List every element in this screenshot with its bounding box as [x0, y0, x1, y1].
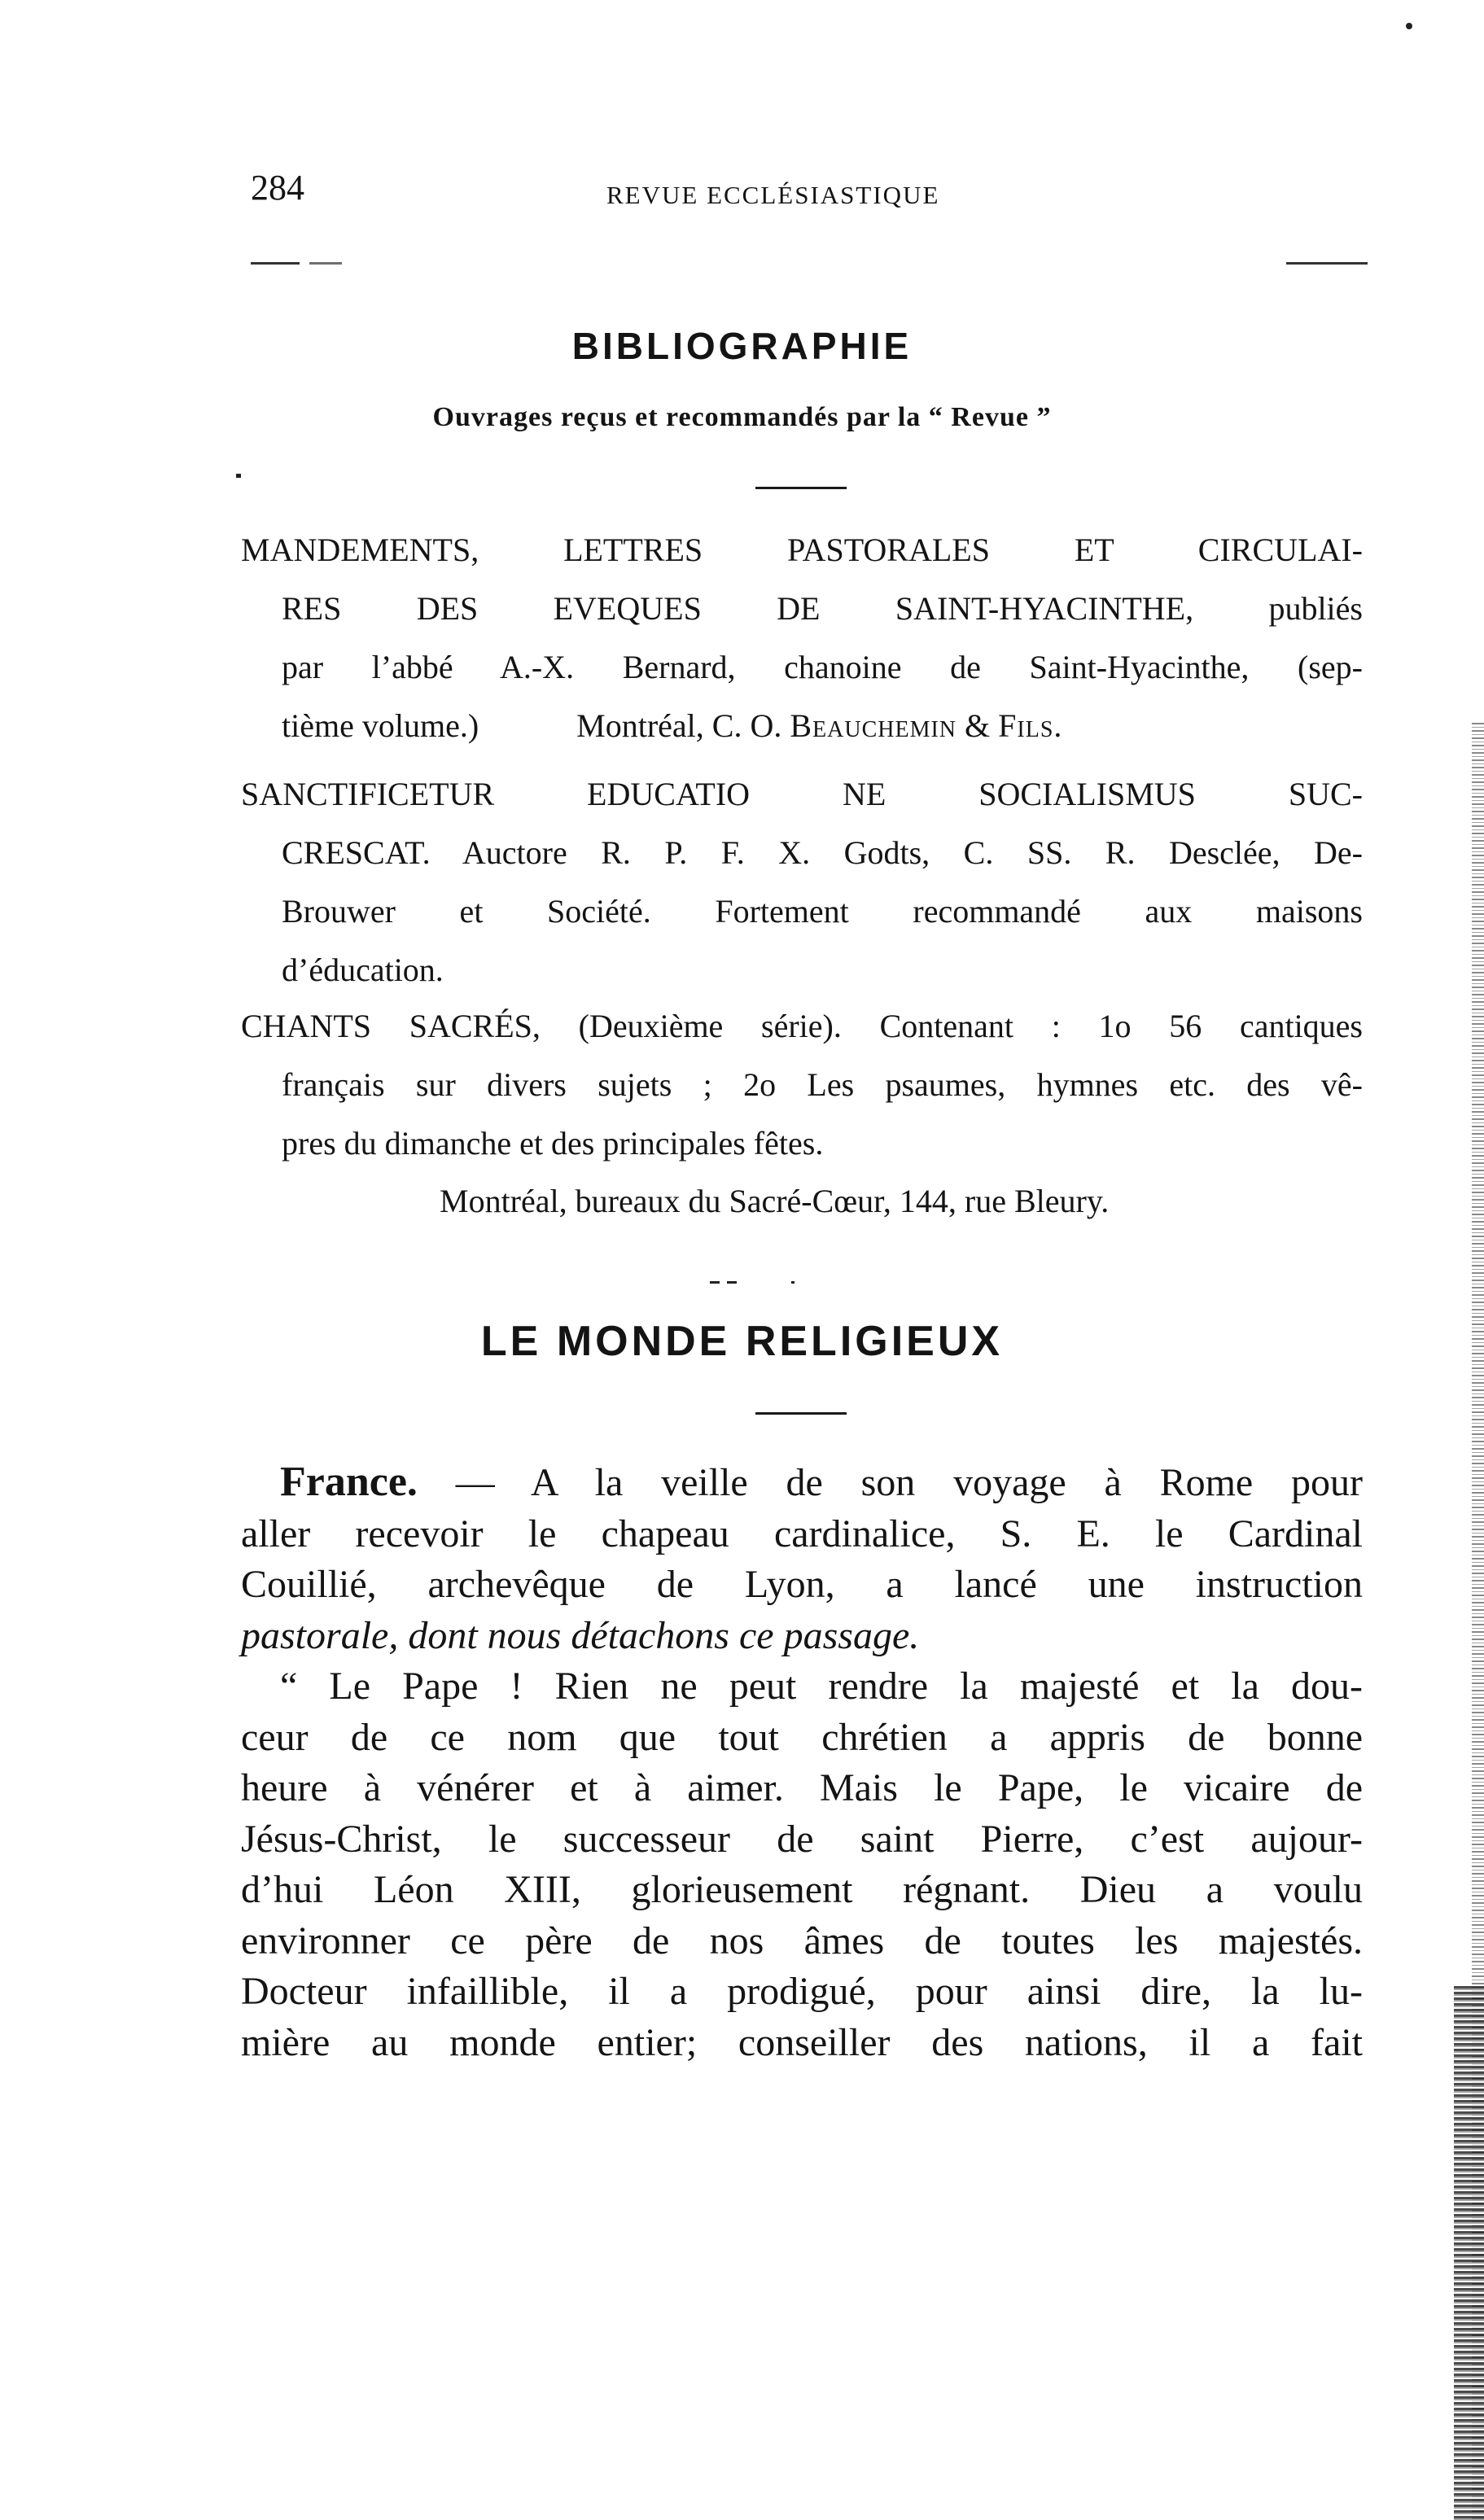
body-line: environner ce père de nos âmes de toutes les majestés. [241, 1918, 1363, 1962]
body-line: d’hui Léon XIII, glorieusement régnant. Dieu a voulu [241, 1868, 1363, 1911]
article-body [241, 1457, 1363, 2068]
entry-line-text: tième volume.) [282, 707, 479, 744]
section-heading-monde-religieux: LE MONDE RELIGIEUX [480, 1318, 1004, 1365]
entry-line [241, 697, 1363, 755]
body-line [241, 1457, 1363, 1509]
body-line: heure à vénérer et à aimer. Mais le Pape, le vicaire de [241, 1766, 1363, 1809]
ornament-dash [710, 1281, 720, 1284]
entry-line: Brouwer et Société. Fortement recommandé aux maisons [282, 893, 1363, 930]
header-rule-left-2 [309, 262, 342, 265]
body-line: Jésus-Christ, le successeur de saint Pierre, c’est aujour- [241, 1817, 1363, 1861]
bibliography-entry [241, 765, 1363, 1000]
body-line: Couillié, archevêque de Lyon, a lancé une instruction [241, 1563, 1363, 1606]
publisher-name: Beauchemin [790, 707, 957, 744]
entry-line: MANDEMENTS, LETTRES PASTORALES ET CIRCULAI- [241, 532, 1363, 568]
page-edge-artifact-dense [1454, 1986, 1484, 2520]
body-line: pastorale, dont nous détachons ce passage. [241, 1613, 920, 1657]
scan-speck [1406, 23, 1412, 29]
scan-speck [236, 474, 241, 478]
entry-line: RES DES EVEQUES DE SAINT-HYACINTHE, publiés [282, 590, 1363, 627]
country-runin: France. [280, 1459, 418, 1505]
body-line: aller recevoir le chapeau cardinalice, S. E. le Cardinal [241, 1512, 1363, 1555]
section-subtitle: Ouvrages reçus et recommandés par la “ Revue ” [432, 402, 1052, 432]
bibliography-entry [241, 521, 1363, 755]
entry-line: par l’abbé A.-X. Bernard, chanoine de Saint-Hyacinthe, (sep- [282, 649, 1363, 685]
page-number: 284 [251, 168, 304, 208]
entry-line: pres du dimanche et des principales fêtes. [282, 1125, 824, 1162]
section-heading-bibliographie: BIBLIOGRAPHIE [571, 325, 913, 367]
running-title: REVUE ECCLÉSIASTIQUE [606, 181, 940, 209]
publisher-amp: & [957, 707, 999, 744]
publisher-name-2: Fils [998, 707, 1054, 744]
publisher-line: Montréal, bureaux du Sacré-Cœur, 144, rue Bleury. [440, 1183, 1110, 1219]
publisher-end: . [1053, 707, 1062, 744]
body-line-text: — A la veille de son voyage à Rome pour [417, 1461, 1363, 1504]
section-rule [755, 1412, 847, 1415]
body-line: ceur de ce nom que tout chrétien a appris de bonne [241, 1715, 1363, 1759]
publisher-prefix: Montréal, C. O. [576, 707, 790, 744]
body-line: “ Le Pape ! Rien ne peut rendre la majesté et la dou- [280, 1665, 1363, 1708]
body-line: mière au monde entier; conseiller des nations, il a fait [241, 2020, 1363, 2064]
bibliography-entry [241, 997, 1363, 1173]
header-rule-left [251, 262, 300, 265]
entry-line: CHANTS SACRÉS, (Deuxième série). Contenant : 1o 56 cantiques [241, 1008, 1363, 1044]
header-rule-right [1286, 262, 1368, 265]
ornament-dash [727, 1281, 737, 1284]
entry-line: français sur divers sujets ; 2o Les psaumes, hymnes etc. des vê- [282, 1066, 1363, 1103]
ornament-dot [791, 1281, 795, 1284]
entry-line: d’éducation. [282, 952, 444, 988]
entry-line: SANCTIFICETUR EDUCATIO NE SOCIALISMUS SUC- [241, 776, 1363, 812]
entry-line: CRESCAT. Auctore R. P. F. X. Godts, C. SS. R. Desclée, De- [282, 834, 1363, 871]
section-rule [755, 487, 847, 489]
body-line: Docteur infaillible, il a prodigué, pour ainsi dire, la lu- [241, 1970, 1363, 2013]
